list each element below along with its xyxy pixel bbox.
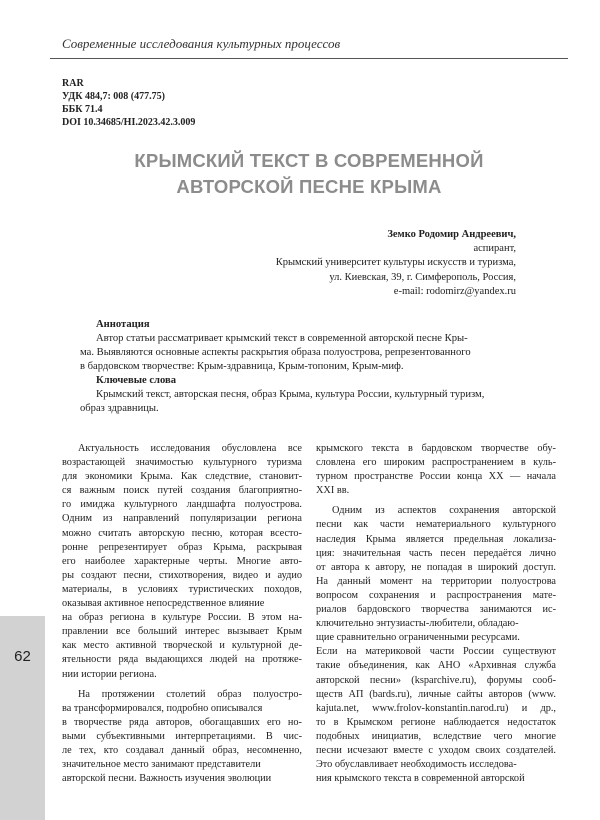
body-text-line: его наиболее характерные черты. Многие авто- [62, 555, 302, 567]
abstract-line: в бардовском творчестве: Крым-здравница, Крым-топоним, Крым-миф. [80, 361, 404, 372]
article-title-line-1: КРЫМСКИЙ ТЕКСТ В СОВРЕМЕННОЙ [134, 150, 484, 171]
body-text-line: оказывая активное непосредственное влияние [62, 598, 265, 610]
body-text-line: то в Крымском регионе наблюдается недостаток [316, 716, 556, 728]
body-text-line: Одним из аспектов сохранения авторской [332, 505, 556, 517]
page-number: 62 [14, 648, 31, 665]
body-text-line: турном пространстве России конца XX — начала [316, 471, 556, 483]
body-text-line: На данный момент на территории полуострова [316, 575, 556, 587]
header-rule [50, 58, 568, 59]
body-text-line: как место активной творческой и культурной де- [62, 640, 302, 652]
body-text-line: щие сравнительно ограниченными ресурсами. [316, 632, 520, 644]
body-text-line: такие объединения, как АНО «Архивная служба [316, 660, 556, 672]
body-text-line: Одним из направлений популяризации региона [62, 513, 302, 525]
body-text-line: авторской песни. Важность изучения эволюции [62, 773, 272, 785]
abstract-line: Автор статьи рассматривает крымский текст в современной авторской песне Кры- [96, 333, 468, 344]
keywords-line: Крымский текст, авторская песня, образ Крыма, культура России, культурный туризм, [96, 389, 485, 400]
body-text-line: kajuta.net, www.frolov-konstantin.narod.ru) и др., [316, 702, 556, 714]
body-text-line: вопросом сохранения и распространения мате- [316, 589, 556, 601]
article-title-line-2: АВТОРСКОЙ ПЕСНЕ КРЫМА [176, 176, 442, 197]
body-text-line: песни как части нематериального культурного [316, 519, 556, 531]
abstract-heading: Аннотация [96, 319, 150, 330]
author-name: Земко Родомир Андреевич, [387, 229, 516, 240]
body-text-line: риалов бардовского творчества занимаются ис- [316, 604, 556, 616]
body-text-line: возрастающей значимостью культурного туризма [62, 457, 302, 469]
body-text-line: от автора к автору, не попадая в широкий доступ. [316, 561, 556, 573]
body-text-line: ры создают песни, стихотворения, видео и аудио [62, 569, 302, 581]
body-text-line: правлении все больший интерес вызывает Крым [62, 626, 302, 638]
abstract-line: ма. Выявляются основные аспекты раскрытия образа полуострова, репрезентованного [80, 347, 471, 358]
body-column-right [316, 442, 556, 786]
body-text-line: наследия Крыма является предельная локализа- [316, 533, 556, 545]
body-text-line: ция: значительная часть песен передаётся лично [316, 547, 556, 559]
body-text-line: на образ региона в культуре России. В этом на- [62, 612, 302, 624]
running-head: Современные исследования культурных процессов [62, 36, 341, 51]
article-metadata [62, 77, 195, 129]
keywords-heading: Ключевые слова [96, 375, 177, 386]
body-text-line: крымского текста в бардовском творчестве обу- [316, 443, 556, 454]
body-text-line: ле тех, кто создавал данный образ, несомненно, [62, 744, 302, 756]
body-text-line: ронне репрезентирует образ Крыма, раскрывая [62, 541, 302, 553]
body-text-line: ключительно энтузиасты-любители, обладаю- [316, 618, 519, 630]
body-text-line: ся важным поиск путей создания благоприятно- [62, 485, 302, 497]
body-text-line: выми субъективными интерпретациями. В чис- [62, 730, 302, 742]
abstract-block [80, 318, 520, 416]
author-affiliation: Крымский университет культуры искусств и туризма, [275, 257, 516, 269]
body-text-line: ния крымского текста в современной авторской [316, 773, 525, 785]
body-text-line: Если на материковой части России существуют [316, 646, 556, 658]
keywords-line: образ здравницы. [80, 403, 159, 414]
body-text-line: словлена его широким распространением в куль- [316, 457, 556, 469]
body-column-left [62, 442, 302, 786]
meta-rar: RAR [62, 78, 84, 89]
body-text-line: го имиджа культурного ландшафта полуострова. [62, 499, 302, 511]
body-text-line: в творчестве ряда авторов, обогащавших его но- [62, 716, 302, 728]
body-text-line: ва трансформировался, подробно описывался [62, 702, 263, 714]
body-text-line: нии истории региона. [62, 668, 157, 680]
meta-udk: УДК 484,7: 008 (477.75) [62, 91, 165, 102]
body-text-line: Это обуславливает необходимость исследова- [316, 759, 517, 771]
body-text-line: подобных инициатив, вследствие чего многие [316, 730, 556, 742]
body-text-line: На протяжении столетий образ полуостро- [78, 688, 302, 700]
body-text-line: для экономики Крыма. Как следствие, становит- [62, 471, 302, 483]
body-text-line: XXI вв. [316, 485, 350, 497]
body-text-line: песни исчезают вместе с уходом своих создателей. [316, 744, 556, 756]
meta-bbk: ББК 71.4 [62, 104, 103, 115]
body-text-line: материалы, в условиях туристических походов, [62, 583, 302, 595]
body-text-line: ществ АП (bards.ru), личные сайты авторов (www. [316, 688, 556, 700]
author-email: e-mail: rodomirz@yandex.ru [393, 285, 516, 297]
page-number-strip [0, 616, 45, 820]
body-text-line: значительное место занимают представители [62, 759, 261, 771]
author-address: ул. Киевская, 39, г. Симферополь, Россия, [329, 271, 516, 283]
author-block [276, 228, 516, 299]
body-text-line: можно считать авторскую песню, которая всесто- [62, 527, 302, 539]
author-position: аспирант, [473, 243, 516, 255]
body-text-line: авторской песни» (ksparchive.ru), форумы сооб- [316, 674, 556, 686]
body-text-line: Актуальность исследования обусловлена все [78, 443, 302, 454]
body-text-line: ятельности ряда выдающихся людей на протяже- [62, 654, 302, 666]
meta-doi: DOI 10.34685/HI.2023.42.3.009 [62, 117, 196, 128]
